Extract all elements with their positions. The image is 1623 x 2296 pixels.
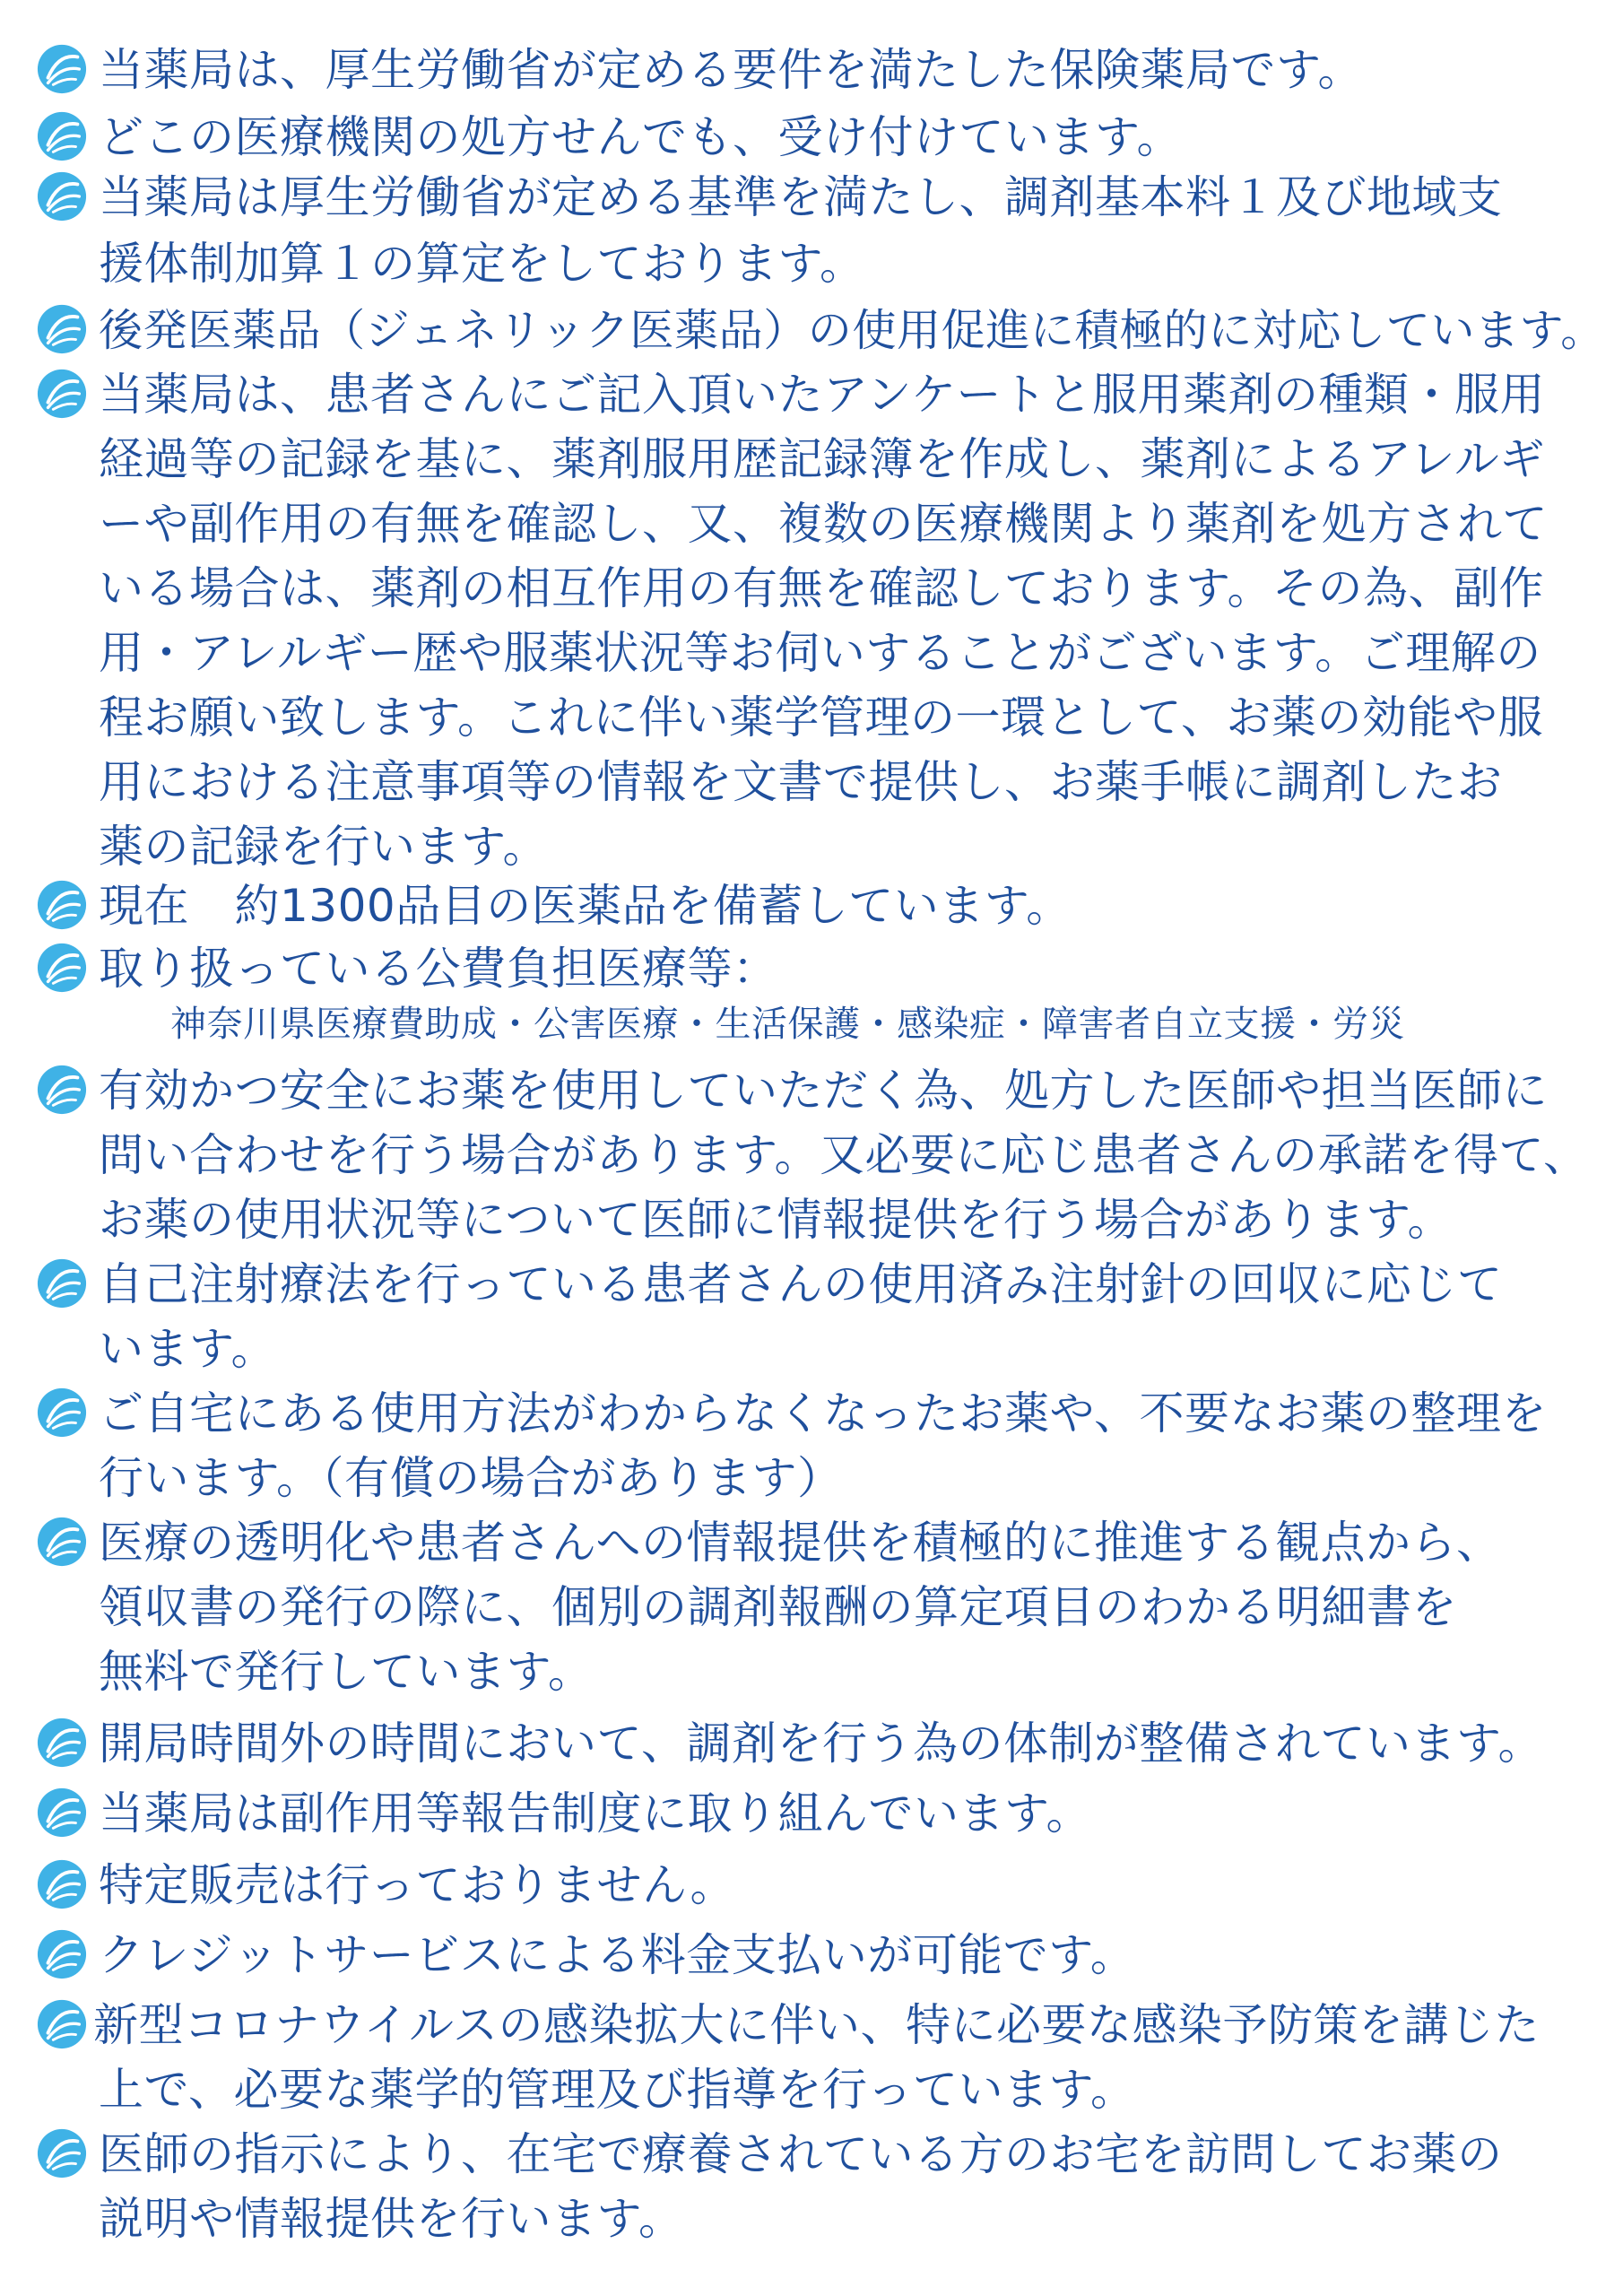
notice-text-line: 無料で発行しています。 xyxy=(99,1646,594,1698)
leaf-swirl-icon xyxy=(36,43,88,95)
notice-text-line: クレジットサービスによる料金支払いが可能です。 xyxy=(99,1929,1136,1981)
notice-text-line: 新型コロナウイルスの感染拡大に伴い、特に必要な感染予防策を講じた xyxy=(93,1999,1540,2051)
leaf-swirl-icon xyxy=(36,1516,88,1568)
notice-text-line: 特定販売は行っておりません。 xyxy=(99,1859,735,1911)
leaf-swirl-icon xyxy=(36,942,88,994)
leaf-swirl-icon xyxy=(36,1928,88,1980)
leaf-swirl-icon xyxy=(36,1257,88,1309)
leaf-swirl-icon xyxy=(36,170,88,222)
leaf-swirl-icon xyxy=(36,1387,88,1439)
notice-text-line: 自己注射療法を行っている患者さんの使用済み注射針の回収に応じて xyxy=(99,1258,1503,1310)
notice-text-line: 当薬局は厚生労働省が定める基準を満たし、調剤基本料１及び地域支 xyxy=(99,171,1503,223)
notice-text-line: 有効かつ安全にお薬を使用していただく為、処方した医師や担当医師に xyxy=(99,1065,1548,1117)
notice-text-line: 用における注意事項等の情報を文書で提供し、お薬手帳に調剤したお xyxy=(99,756,1503,808)
notice-text-line: 当薬局は副作用等報告制度に取り組んでいます。 xyxy=(99,1787,1091,1839)
leaf-swirl-icon xyxy=(36,110,88,162)
notice-text-line: 当薬局は、患者さんにご記入頂いたアンケートと服用薬剤の種類・服用 xyxy=(99,369,1545,421)
notice-text-line: 後発医薬品（ジェネリック医薬品）の使用促進に積極的に対応しています。 xyxy=(99,304,1605,356)
notice-text-line: 領収書の発行の際に、個別の調剤報酬の算定項目のわかる明細書を xyxy=(99,1581,1457,1633)
leaf-swirl-icon xyxy=(36,1064,88,1116)
notice-text-line: 程お願い致します。これに伴い薬学管理の一環として、お薬の効能や服 xyxy=(99,691,1543,744)
notice-text-line: 開局時間外の時間において、調剤を行う為の体制が整備されています。 xyxy=(99,1718,1543,1770)
notice-text-line: 問い合わせを行う場合があります。又必要に応じ患者さんの承諾を得て、 xyxy=(99,1129,1589,1181)
notice-text-line: 当薬局は、厚生労働省が定める要件を満たした保険薬局です。 xyxy=(99,44,1363,96)
notice-text-line: 薬の記録を行います。 xyxy=(99,821,548,873)
leaf-swirl-icon xyxy=(36,1998,88,2050)
leaf-swirl-icon xyxy=(36,1858,88,1910)
notice-text-line: お薬の使用状況等について医師に情報提供を行う場合があります。 xyxy=(99,1194,1453,1246)
notice-text-line: います。 xyxy=(99,1323,276,1375)
notice-text-line: 説明や情報提供を行います。 xyxy=(99,2193,684,2245)
leaf-swirl-icon xyxy=(36,1787,88,1839)
notice-text-line: いる場合は、薬剤の相互作用の有無を確認しております。その為、副作 xyxy=(99,562,1544,614)
notice-text-line: 行います。（有償の場合があります） xyxy=(99,1452,843,1504)
notice-text-line: ーや副作用の有無を確認し、又、複数の医療機関より薬剤を処方されて xyxy=(99,498,1548,550)
notice-text-line: どこの医療機関の処方せんでも、受け付けています。 xyxy=(99,111,1182,163)
notice-text-line: 医師の指示により、在宅で療養されている方のお宅を訪問してお薬の xyxy=(99,2128,1503,2180)
notice-text-line: 用・アレルギー歴や服薬状況等お伺いすることがございます。ご理解の xyxy=(99,627,1541,679)
notice-text-line: 取り扱っている公費負担医療等： xyxy=(99,943,778,995)
leaf-swirl-icon xyxy=(36,2127,88,2179)
notice-text-line: 上で、必要な薬学的管理及び指導を行っています。 xyxy=(99,2064,1136,2116)
notice-text-line: 現在 約1300品目の医薬品を備蓄しています。 xyxy=(99,880,1072,932)
leaf-swirl-icon xyxy=(36,368,88,420)
notice-text-line: ご自宅にある使用方法がわからなくなったお薬や、不要なお薬の整理を xyxy=(99,1387,1547,1439)
notice-text-line: 経過等の記録を基に、薬剤服用歴記録簿を作成し、薬剤によるアレルギ xyxy=(99,433,1545,485)
leaf-swirl-icon xyxy=(36,1717,88,1769)
notice-text-line: 医療の透明化や患者さんへの情報提供を積極的に推進する観点から、 xyxy=(99,1517,1502,1569)
coverage-list-line: 神奈川県医療費助成・公害医療・生活保護・感染症・障害者自立支援・労災 xyxy=(170,1004,1405,1045)
leaf-swirl-icon xyxy=(36,303,88,355)
leaf-swirl-icon xyxy=(36,879,88,931)
notice-text-line: 援体制加算１の算定をしております。 xyxy=(99,238,865,290)
